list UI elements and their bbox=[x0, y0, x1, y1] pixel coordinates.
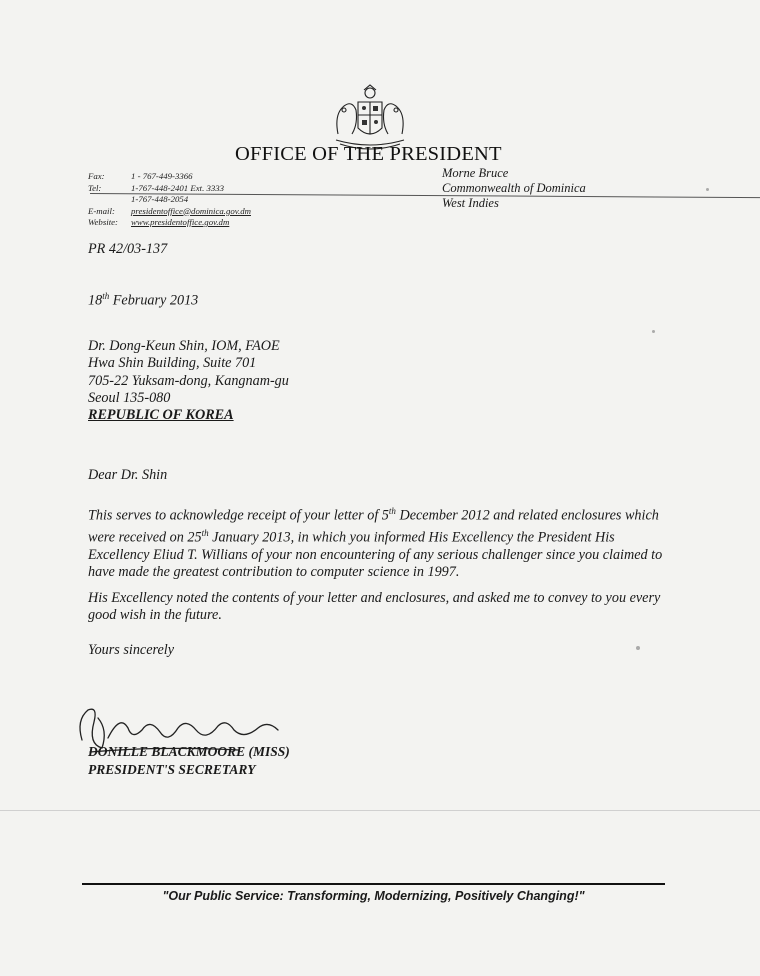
address-line: Commonwealth of Dominica bbox=[442, 181, 586, 195]
address-line: Morne Bruce bbox=[442, 166, 509, 180]
fax-number: 1 - 767-449-3366 bbox=[131, 171, 193, 181]
recipient-address bbox=[88, 338, 289, 424]
website-label: Website: bbox=[88, 217, 118, 227]
tel-label: Tel: bbox=[88, 182, 102, 193]
footer-motto: "Our Public Service: Transforming, Modernizing, Positively Changing!" bbox=[162, 889, 585, 903]
coat-of-arms-emblem bbox=[330, 84, 410, 152]
fax-label: Fax: bbox=[88, 171, 105, 181]
email-label: E-mail: bbox=[88, 205, 115, 216]
email-link[interactable]: presidentoffice@dominica.gov.dm bbox=[131, 205, 251, 216]
office-title: OFFICE OF THE PRESIDENT bbox=[235, 143, 502, 165]
signatory-block bbox=[88, 743, 290, 779]
footer-rule bbox=[82, 883, 665, 885]
recipient-line: Seoul 135-080 bbox=[88, 389, 171, 406]
tel-number-2: 1-767-448-2054 bbox=[131, 194, 189, 204]
office-address bbox=[442, 166, 586, 211]
scan-speck bbox=[636, 646, 640, 650]
signatory-title: PRESIDENT'S SECRETARY bbox=[88, 762, 256, 777]
address-line: West Indies bbox=[442, 196, 499, 210]
scan-speck bbox=[706, 188, 709, 191]
body-paragraph-1: This serves to acknowledge receipt of your letter of 5th December 2012 and related enclosures which were received on 25th January 2013, in which you informed His Excellency the President His Excellency Eliud T. Willians of your non encountering of any serious challenger since you claimed to have made the greatest contribution to computer science in 1997. bbox=[88, 506, 663, 581]
reference-number: PR 42/03-137 bbox=[88, 241, 168, 257]
scan-speck bbox=[652, 330, 655, 333]
closing: Yours sincerely bbox=[88, 642, 175, 658]
salutation: Dear Dr. Shin bbox=[88, 467, 168, 483]
recipient-name: Dr. Dong-Keun Shin, IOM, FAOE bbox=[88, 338, 280, 354]
signatory-name: DONILLE BLACKMOORE (MISS) bbox=[88, 744, 290, 759]
recipient-line: Hwa Shin Building, Suite 701 bbox=[88, 355, 257, 372]
website-link[interactable]: www.presidentoffice.gov.dm bbox=[131, 217, 230, 227]
scan-fold-line bbox=[0, 810, 760, 811]
body-paragraph-2: His Excellency noted the contents of your letter and enclosures, and asked me to convey to you every good wish in the future. bbox=[88, 590, 661, 624]
letter-date: 18th February 2013 bbox=[88, 291, 199, 309]
recipient-country: REPUBLIC OF KOREA bbox=[88, 407, 234, 424]
recipient-line: 705-22 Yuksam-dong, Kangnam-gu bbox=[88, 372, 289, 389]
tel-number-1: 1-767-448-2401 Ext. 3333 bbox=[131, 182, 225, 193]
